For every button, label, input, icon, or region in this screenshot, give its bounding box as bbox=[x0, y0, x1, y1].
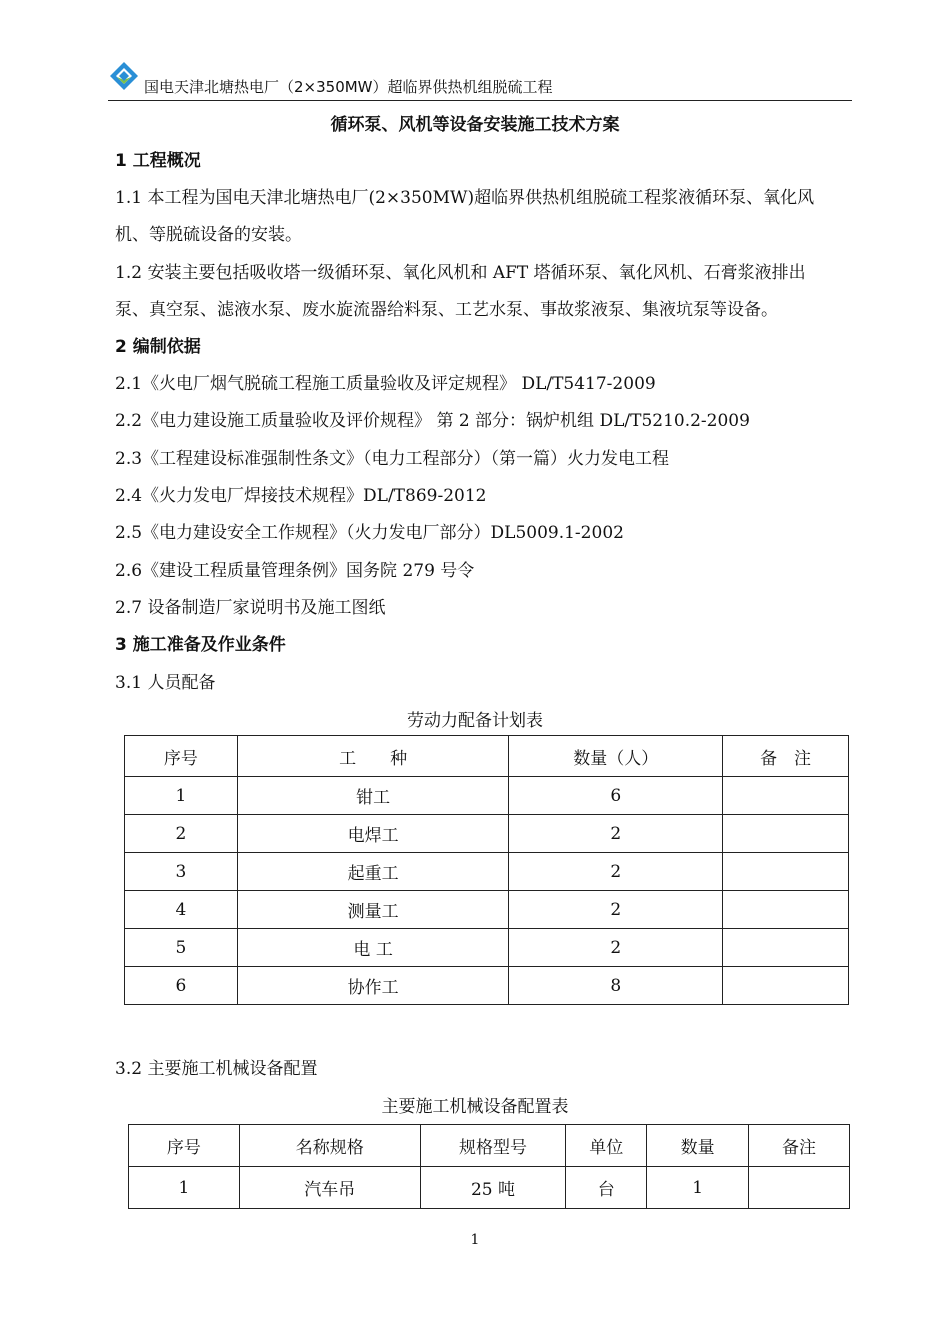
table-cell: 协作工 bbox=[237, 967, 509, 1005]
table-cell: 2 bbox=[509, 891, 723, 929]
table-cell bbox=[723, 815, 849, 853]
paragraph-1-2-line2: 泵、真空泵、滤液水泵、废水旋流器给料泵、工艺水泵、事故浆液泵、集液坑泵等设备。 bbox=[115, 300, 778, 320]
table-cell: 2 bbox=[509, 853, 723, 891]
reference-2-1: 2.1《火电厂烟气脱硫工程施工质量验收及评定规程》 DL/T5417-2009 bbox=[115, 374, 656, 394]
column-header: 数量 bbox=[647, 1125, 749, 1167]
column-header: 名称规格 bbox=[239, 1125, 420, 1167]
table-cell: 2 bbox=[125, 815, 238, 853]
reference-2-7: 2.7 设备制造厂家说明书及施工图纸 bbox=[115, 598, 386, 618]
table-cell: 1 bbox=[129, 1167, 240, 1209]
table-cell bbox=[723, 967, 849, 1005]
table-cell: 8 bbox=[509, 967, 723, 1005]
table-cell bbox=[723, 891, 849, 929]
document-title: 循环泵、风机等设备安装施工技术方案 bbox=[330, 115, 620, 135]
paragraph-1-1-line2: 机、等脱硫设备的安装。 bbox=[115, 225, 302, 245]
table-cell bbox=[749, 1167, 850, 1209]
labor-table bbox=[124, 735, 849, 1005]
table-cell: 2 bbox=[509, 929, 723, 967]
table-row bbox=[125, 967, 849, 1005]
table-cell: 6 bbox=[125, 967, 238, 1005]
company-logo-icon bbox=[108, 60, 140, 92]
table-header-row bbox=[129, 1125, 850, 1167]
table-row bbox=[125, 891, 849, 929]
page-header bbox=[108, 60, 852, 101]
section-1-heading: 1 工程概况 bbox=[115, 151, 201, 171]
paragraph-1-2-line1: 1.2 安装主要包括吸收塔一级循环泵、氧化风机和 AFT 塔循环泵、氧化风机、石膏浆液排出 bbox=[115, 263, 806, 283]
reference-2-4: 2.4《火力发电厂焊接技术规程》DL/T869-2012 bbox=[115, 486, 487, 506]
table-row bbox=[129, 1167, 850, 1209]
table-cell: 25 吨 bbox=[420, 1167, 566, 1209]
column-header: 规格型号 bbox=[420, 1125, 566, 1167]
table-cell: 1 bbox=[647, 1167, 749, 1209]
table-cell: 起重工 bbox=[237, 853, 509, 891]
table-cell: 4 bbox=[125, 891, 238, 929]
table-cell: 钳工 bbox=[237, 777, 509, 815]
table-row bbox=[125, 777, 849, 815]
column-header: 单位 bbox=[566, 1125, 647, 1167]
table-cell bbox=[723, 853, 849, 891]
table-cell: 5 bbox=[125, 929, 238, 967]
column-header: 数量（人） bbox=[509, 736, 723, 777]
page-number: 1 bbox=[470, 1232, 480, 1248]
section-2-heading: 2 编制依据 bbox=[115, 337, 201, 357]
reference-2-6: 2.6《建设工程质量管理条例》国务院 279 号令 bbox=[115, 561, 475, 581]
table-cell: 汽车吊 bbox=[239, 1167, 420, 1209]
table-row bbox=[125, 853, 849, 891]
reference-2-3: 2.3《工程建设标准强制性条文》（电力工程部分）（第一篇）火力发电工程 bbox=[115, 449, 670, 469]
table-cell: 6 bbox=[509, 777, 723, 815]
table-cell: 1 bbox=[125, 777, 238, 815]
table-cell: 台 bbox=[566, 1167, 647, 1209]
paragraph-1-1-line1: 1.1 本工程为国电天津北塘热电厂(2×350MW)超临界供热机组脱硫工程浆液循环泵、氧化风 bbox=[115, 188, 815, 208]
table-cell bbox=[723, 777, 849, 815]
section-3-heading: 3 施工准备及作业条件 bbox=[115, 635, 286, 655]
table-cell: 电 工 bbox=[237, 929, 509, 967]
table-cell: 电焊工 bbox=[237, 815, 509, 853]
reference-2-2: 2.2《电力建设施工质量验收及评价规程》 第 2 部分：锅炉机组 DL/T5210.2-2009 bbox=[115, 411, 750, 431]
column-header: 备注 bbox=[749, 1125, 850, 1167]
equipment-table bbox=[128, 1124, 850, 1209]
table-cell: 2 bbox=[509, 815, 723, 853]
table-header-row bbox=[125, 736, 849, 777]
column-header: 备 注 bbox=[723, 736, 849, 777]
table-row bbox=[125, 929, 849, 967]
section-3-2-heading: 3.2 主要施工机械设备配置 bbox=[115, 1059, 318, 1079]
reference-2-5: 2.5《电力建设安全工作规程》（火力发电厂部分）DL5009.1-2002 bbox=[115, 523, 624, 543]
table-cell bbox=[723, 929, 849, 967]
section-3-1-heading: 3.1 人员配备 bbox=[115, 673, 216, 693]
labor-table-caption: 劳动力配备计划表 bbox=[407, 711, 543, 731]
table-cell: 3 bbox=[125, 853, 238, 891]
table-row bbox=[125, 815, 849, 853]
column-header: 工 种 bbox=[237, 736, 509, 777]
equipment-table-caption: 主要施工机械设备配置表 bbox=[381, 1097, 569, 1117]
column-header: 序号 bbox=[125, 736, 238, 777]
header-title: 国电天津北塘热电厂（2×350MW）超临界供热机组脱硫工程 bbox=[144, 78, 553, 96]
column-header: 序号 bbox=[129, 1125, 240, 1167]
table-cell: 测量工 bbox=[237, 891, 509, 929]
